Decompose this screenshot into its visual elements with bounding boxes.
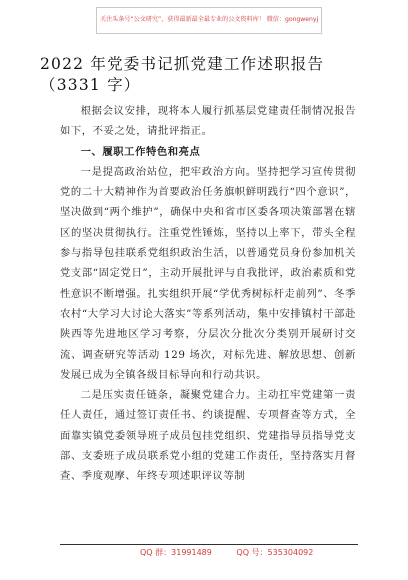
footer-divider (60, 544, 358, 545)
footer-qq-number: QQ 号：535304092 (236, 548, 314, 557)
footer-contacts (140, 547, 313, 559)
document-title: 2022 年党委书记抓党建工作述职报告（3331 字） (40, 55, 325, 94)
body-paragraph-2: 二是压实责任链条，凝聚党建合力。主动扛牢党建第一责任人责任，通过签订责任书、约谈提醒、专项督查等方式，全面靠实镇党委领导班子成员包挂党组织、党建指导员指导党支部、支委班子成员联系党小组的党建工作责任，坚持落实月督查、季度观摩、年终专项述职评议等制 (60, 389, 356, 483)
body-paragraph-1: 一是提高政治站位，把牢政治方向。坚持把学习宣传贯彻党的二十大精神作为首要政治任务旗帜鲜明践行“四个意识”，坚决做到“两个维护”，确保中央和省市区委各项决策部署在辖区的坚决贯彻执行。注重党性锤炼，坚持以上率下，带头全程参与指导包挂联系党组织政治生活，以普通党员身份参加机关党支部“固定党日”，主动开展批评与自我批评，政治素质和党性意识不断增强。扎实组织开展“学优秀树标杆走前列”、冬季农村“大学习大讨论大落实”等系列活动，集中安排镇村干部赴陕西等先进地区学习考察，分层次分批次分类别开展研讨交流、调查研究等活动 129 场次，对标先进、解放思想、创新发展已成为全镇各级目标导向和行动共识。 (60, 165, 356, 381)
section-heading: 一、履职工作特色和亮点 (80, 145, 201, 158)
footer-qq-group: QQ 群：31991489 (140, 548, 212, 557)
document-body (60, 101, 356, 487)
promo-banner: 关注头条号“公文研究”，获得最新最全最专业的公文资料库！ 微信：gongwenyj (96, 7, 322, 34)
intro-paragraph: 根据会议安排，现将本人履行抓基层党建责任制情况报告如下，不妥之处，请批评指正。 (60, 105, 356, 138)
